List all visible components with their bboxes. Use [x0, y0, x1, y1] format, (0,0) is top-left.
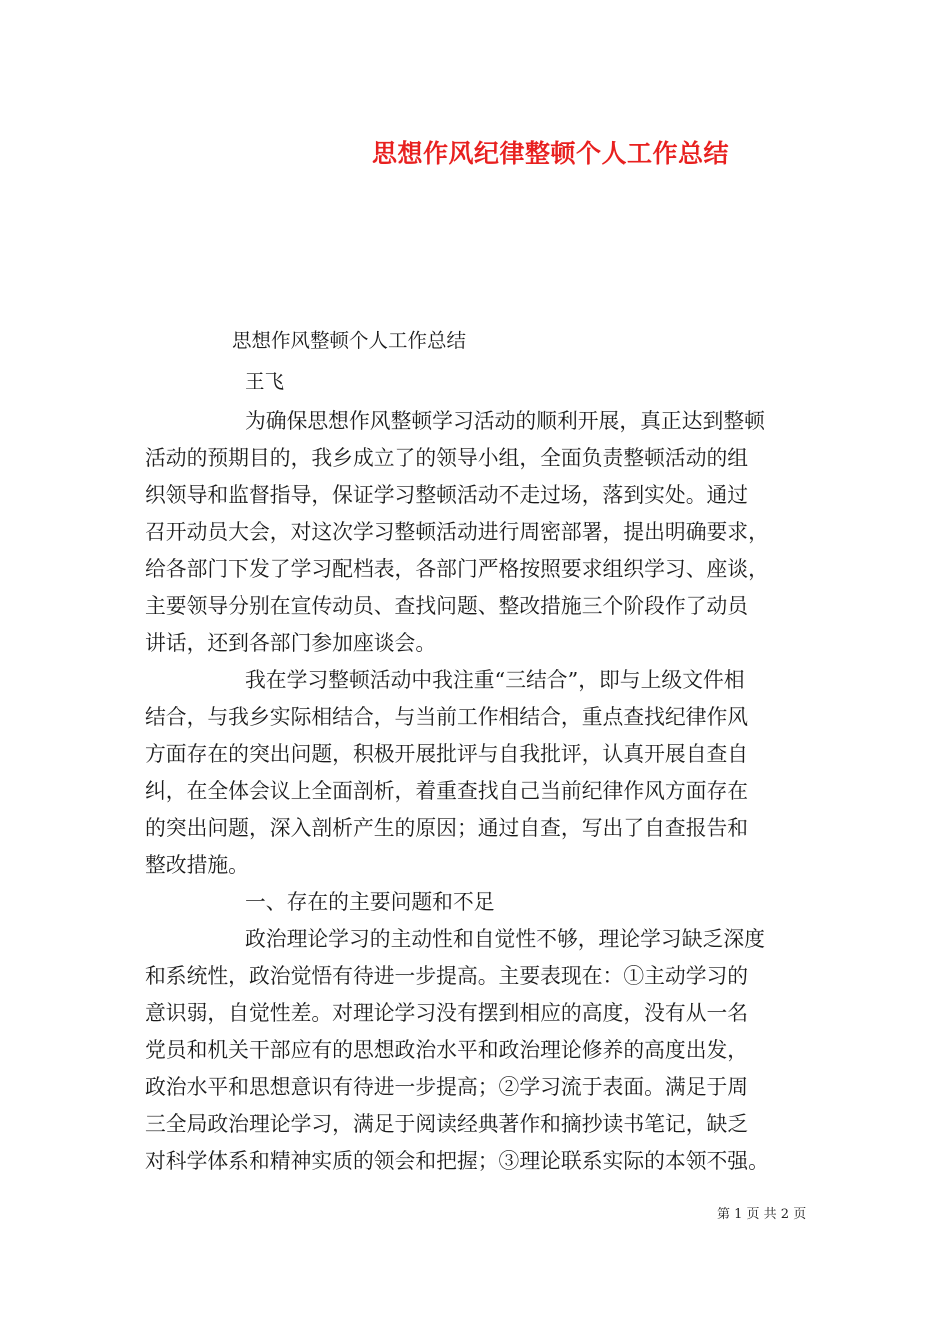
- body-line: 主要领导分别在宣传动员、查找问题、整改措施三个阶段作了动员: [145, 594, 749, 618]
- body-line: 和系统性，政治觉悟有待进一步提高。主要表现在：①主动学习的: [145, 964, 749, 988]
- body-line: 三全局政治理论学习，满足于阅读经典著作和摘抄读书笔记，缺乏: [145, 1112, 749, 1136]
- body-line: 召开动员大会，对这次学习整顿活动进行周密部署，提出明确要求，: [145, 520, 769, 544]
- body-line: 纠，在全体会议上全面剖析，着重查找自己当前纪律作风方面存在: [145, 779, 749, 803]
- body-line: 讲话，还到各部门参加座谈会。: [145, 631, 437, 655]
- body-line: 方面存在的突出问题，积极开展批评与自我批评，认真开展自查自: [145, 742, 749, 766]
- body-line: 为确保思想作风整顿学习活动的顺利开展，真正达到整顿: [245, 409, 765, 433]
- page-number: 第 1 页 共 2 页: [717, 1207, 807, 1222]
- body-line: 织领导和监督指导，保证学习整顿活动不走过场，落到实处。通过: [145, 483, 749, 507]
- document-subtitle: 思想作风整顿个人工作总结: [232, 329, 467, 352]
- body-line: 政治理论学习的主动性和自觉性不够，理论学习缺乏深度: [245, 927, 765, 951]
- body-line: 政治水平和思想意识有待进一步提高；②学习流于表面。满足于周: [145, 1075, 749, 1099]
- body-line: 意识弱，自觉性差。对理论学习没有摆到相应的高度，没有从一名: [145, 1001, 749, 1025]
- body-line: 活动的预期目的，我乡成立了的领导小组，全面负责整顿活动的组: [145, 446, 749, 470]
- body-line: 党员和机关干部应有的思想政治水平和政治理论修养的高度出发，: [145, 1038, 749, 1062]
- author-name: 王飞: [245, 370, 285, 393]
- body-line: 整改措施。: [145, 853, 249, 877]
- body-line: 的突出问题，深入剖析产生的原因；通过自查，写出了自查报告和: [145, 816, 749, 840]
- document-title: 思想作风纪律整顿个人工作总结: [372, 139, 730, 168]
- section-heading: 一、存在的主要问题和不足: [245, 890, 495, 914]
- body-line: 给各部门下发了学习配档表，各部门严格按照要求组织学习、座谈，: [145, 557, 769, 581]
- body-line: 结合，与我乡实际相结合，与当前工作相结合，重点查找纪律作风: [145, 705, 749, 729]
- body-line: 对科学体系和精神实质的领会和把握；③理论联系实际的本领不强。: [145, 1149, 769, 1173]
- body-line: 我在学习整顿活动中我注重“三结合”，即与上级文件相: [245, 668, 745, 692]
